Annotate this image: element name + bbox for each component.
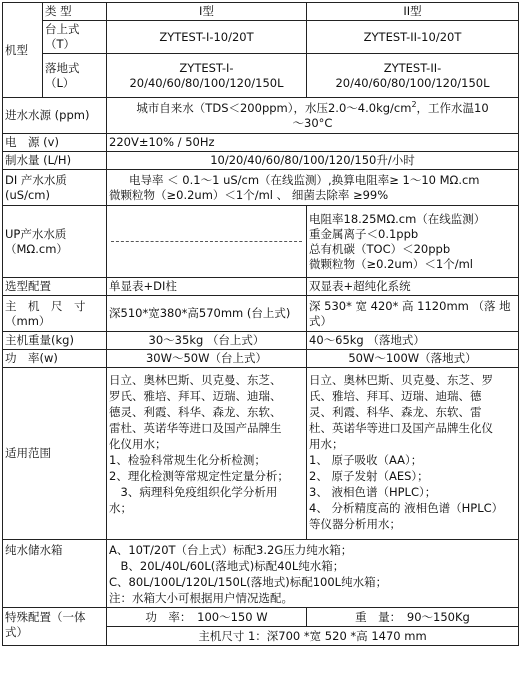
spec-table [2,2,519,646]
inlet-label: 进水水源 (ppm) [3,98,107,134]
table-row [3,3,519,21]
size-label: 主 机 尺 寸 （mm） [3,296,107,332]
config-value-1: 单显表+DI柱 [107,278,307,296]
table-row [3,54,519,98]
up-value-1 [107,206,307,278]
weight-value-1: 30～35kg （台上式） [107,332,307,350]
floor-model-2: ZYTEST-II- 20/40/60/80/100/120/150L [307,54,519,98]
table-row [3,278,519,296]
up-label: UP产水水质 （MΩ.cm） [3,206,107,278]
up-value-2: 电阻率18.25MΩ.cm（在线监测） 重金属离子＜0.1ppb 总有机碳（TOC）＜20ppb 微颗粒物（≥0.2um）＜1个/ml [307,206,519,278]
di-value: 电导率 ＜ 0.1～1 uS/cm（在线监测）,换算电阻率≥ 1～10 MΩ.cm 微颗粒物（≥0.2um）＜1个/ml 、 细菌去除率 ≥99% [107,170,519,206]
weight-value-2: 40～65kg （落地式） [307,332,519,350]
power-label: 电 源 (v) [3,134,107,152]
model-label: 机型 [3,3,43,98]
size-value-2: 深 530* 宽 420* 高 1120mm （落 地 式） [307,296,519,332]
production-value: 10/20/40/60/80/100/120/150升/小时 [107,152,519,170]
table-row [3,540,519,608]
tank-value: A、10T/20T（台上式）标配3.2G压力纯水箱； B、20L/40L/60L(落地式)标配40L纯水箱； C、80L/100L/120L/150L(落地式)标配100L纯水箱； 注：水箱大小可根据用户情况选配。 [107,540,519,608]
table-row [3,206,519,278]
floor-label: 落地式 （L） [43,54,107,98]
power-value: 220V±10% / 50Hz [107,134,519,152]
table-row [3,296,519,332]
config-value-2: 双显表+超纯化系统 [307,278,519,296]
desktop-label: 台上式 （T） [43,21,107,54]
dashed-divider [111,241,302,242]
table-row [3,21,519,54]
inlet-value: 城市自来水（TDS＜200ppm），水压$2.0\sim 4.0kg/cm^2$，工作水温10 ～30°C [107,98,519,134]
table-row [3,170,519,206]
type-label: 类 型 [43,3,107,21]
table-row [3,152,519,170]
di-label: DI 产水水质 (uS/cm) [3,170,107,206]
table-row [3,350,519,368]
wattage-value-1: 30W～50W（台上式） [107,350,307,368]
floor-model-1: ZYTEST-I- 20/40/60/80/100/120/150L [107,54,307,98]
desktop-model-2: ZYTEST-II-10/20T [307,21,519,54]
table-row [3,332,519,350]
special-weight: 重 量： 90～150Kg [307,608,519,627]
table-row [3,608,519,627]
type-1: I型 [107,3,307,21]
tank-label: 纯水储水箱 [3,540,107,608]
type-2: II型 [307,3,519,21]
production-label: 制水量 (L/H) [3,152,107,170]
config-label: 选型配置 [3,278,107,296]
scope-left: 日立、奥林巴斯、贝克曼、东芝、 罗氏、雅培、拜耳、迈瑞、迪瑞、 德灵、利霞、科华、森龙、东软、 雷杜、英诺华等进口及国产品牌生 化仪用水； 1、检验科常规生化分析检测； 2、理化检测等常规定性定量分析； 3、病理科免疫组织化学分析用 水； [107,368,307,540]
desktop-model-1: ZYTEST-I-10/20T [107,21,307,54]
table-row [3,134,519,152]
wattage-value-2: 50W～100W（落地式） [307,350,519,368]
table-row [3,98,519,134]
special-power: 功 率： 100～150 W [107,608,307,627]
size-value-1: 深510*宽380*高570mm (台上式) [107,296,307,332]
table-row [3,368,519,540]
scope-label: 适用范围 [3,368,107,540]
weight-label: 主机重量(kg) [3,332,107,350]
wattage-label: 功 率(w) [3,350,107,368]
special-size: 主机尺寸 1：深700 *宽 520 *高 1470 mm [107,627,519,646]
special-label: 特殊配置（一体 式） [3,608,107,646]
scope-right: 日立、奥林巴斯、贝克曼、东芝、罗 氏、雅培、拜耳、迈瑞、迪瑞、德 灵、利霞、科华、森龙、东软、雷 杜、英诺华等进口及国产品牌生化仪 用水； 1、 原子吸收（AA）； 2、 原子发射（AES）； 3、 液相色谱（HPLC）； 4、 分析精度高的 液相色谱（HPLC） 等仪器分析用水； [307,368,519,540]
